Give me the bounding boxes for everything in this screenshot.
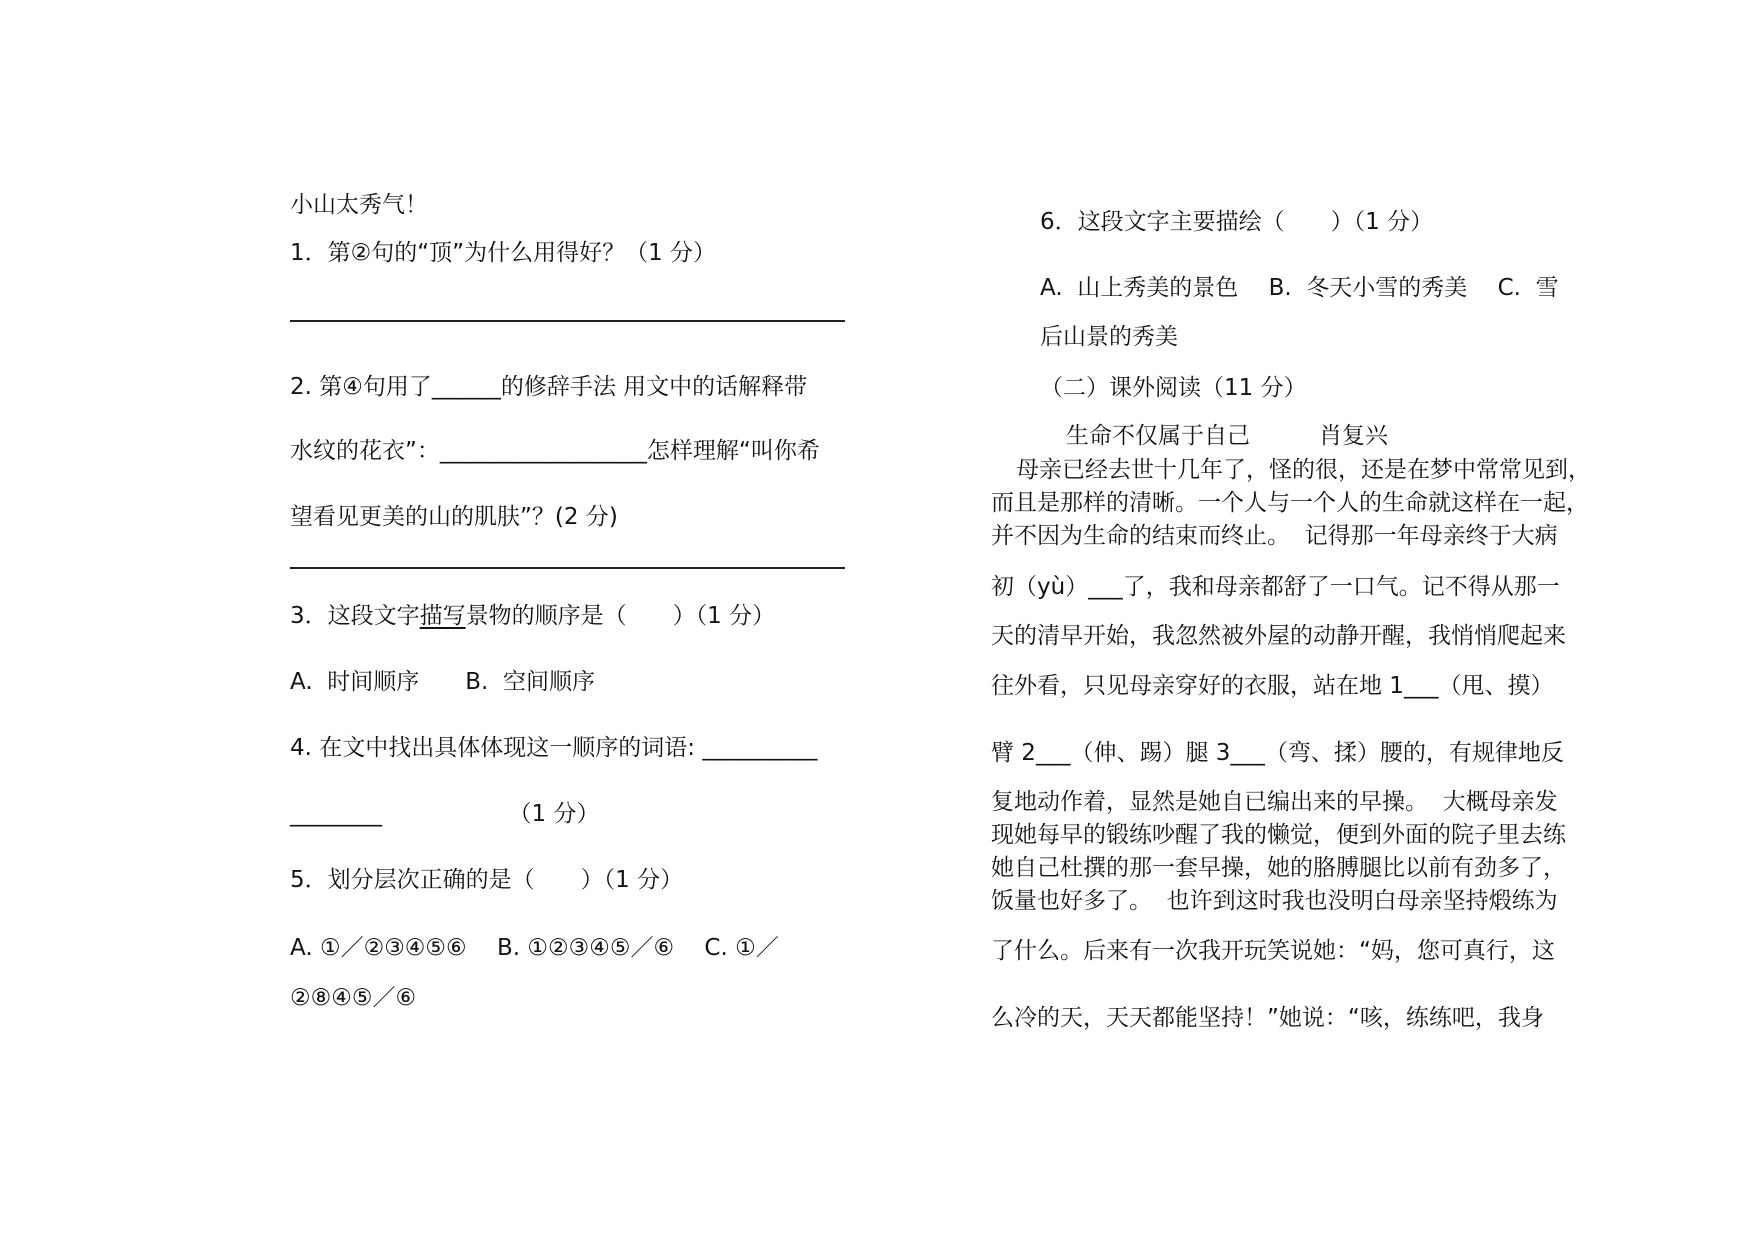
question-4-line: ________ （1 分）	[290, 801, 600, 827]
question-3	[290, 601, 775, 631]
question-2-line: 水纹的花衣”：__________________怎样理解“叫你希	[290, 438, 820, 464]
question-6-options: A. 山上秀美的景色 B. 冬天小雪的秀美 C. 雪	[1040, 275, 1559, 301]
article-line: 并不因为生命的结束而终止。 记得那一年母亲终于大病	[991, 523, 1558, 549]
question-5-options: A. ①／②③④⑤⑥ B. ①②③④⑤／⑥ C. ①／	[290, 935, 779, 961]
article-line: 初（yù）___了，我和母亲都舒了一口气。记不得从那一	[991, 574, 1560, 600]
article-line: 臂 2___（伸、踢）腿 3___（弯、揉）腰的，有规律地反	[991, 740, 1564, 766]
question-3-prefix: 3．这段文字	[290, 603, 420, 629]
question-3-suffix: 景物的顺序是（ ）（1 分）	[465, 603, 776, 629]
answer-line	[290, 567, 845, 569]
question-4-line: 4. 在文中找出具体体现这一顺序的词语: __________	[290, 735, 818, 761]
article-line: 么冷的天，天天都能坚持！”她说：“咳，练练吧，我身	[991, 1005, 1544, 1031]
article-line: 她自己杜撰的那一套早操，她的胳膊腿比以前有劲多了，	[991, 855, 1566, 881]
question-5-options: ②⑧④⑤／⑥	[290, 985, 417, 1011]
question-5: 5．划分层次正确的是（ ）（1 分）	[290, 867, 684, 893]
underlined-word: 描写	[419, 603, 466, 629]
question-6: 6．这段文字主要描绘（ ）（1 分）	[1040, 209, 1434, 235]
question-3-options: A. 时间顺序 B. 空间顺序	[290, 669, 595, 695]
question-2-line: 2. 第④句用了______的修辞手法 用文中的话解释带	[290, 374, 808, 400]
article-line: 复地动作着，显然是她自已编出来的早操。 大概母亲发	[991, 789, 1558, 815]
article-line: 饭量也好多了。 也许到这时我也没明白母亲坚持煅练为	[991, 888, 1558, 914]
article-line: 了什么。后来有一次我开玩笑说她：“妈，您可真行，这	[991, 938, 1555, 964]
question-2-line: 望看见更美的山的肌肤”？(2 分)	[290, 504, 618, 530]
answer-line	[290, 320, 845, 322]
article-line: 母亲已经去世十几年了，怪的很，还是在梦中常常见到，	[1016, 457, 1591, 483]
article-line: 天的清早开始，我忽然被外屋的动静开醒，我悄悄爬起来	[991, 623, 1566, 649]
section-heading: （二）课外阅读（11 分）	[1040, 375, 1307, 401]
question-6-options: 后山景的秀美	[1040, 324, 1178, 350]
question-1: 1．第②句的“顶”为什么用得好？（1 分）	[290, 240, 717, 266]
text-line: 小山太秀气！	[290, 192, 428, 218]
article-line: 往外看，只见母亲穿好的衣服，站在地 1___（甩、摸）	[991, 673, 1554, 699]
article-line: 现她每早的锻练吵醒了我的懒觉，便到外面的院子里去练	[991, 822, 1566, 848]
article-line: 而且是那样的清晰。一个人与一个人的生命就这样在一起，	[991, 490, 1589, 516]
article-title: 生命不仅属于自己 肖复兴	[1066, 423, 1388, 449]
